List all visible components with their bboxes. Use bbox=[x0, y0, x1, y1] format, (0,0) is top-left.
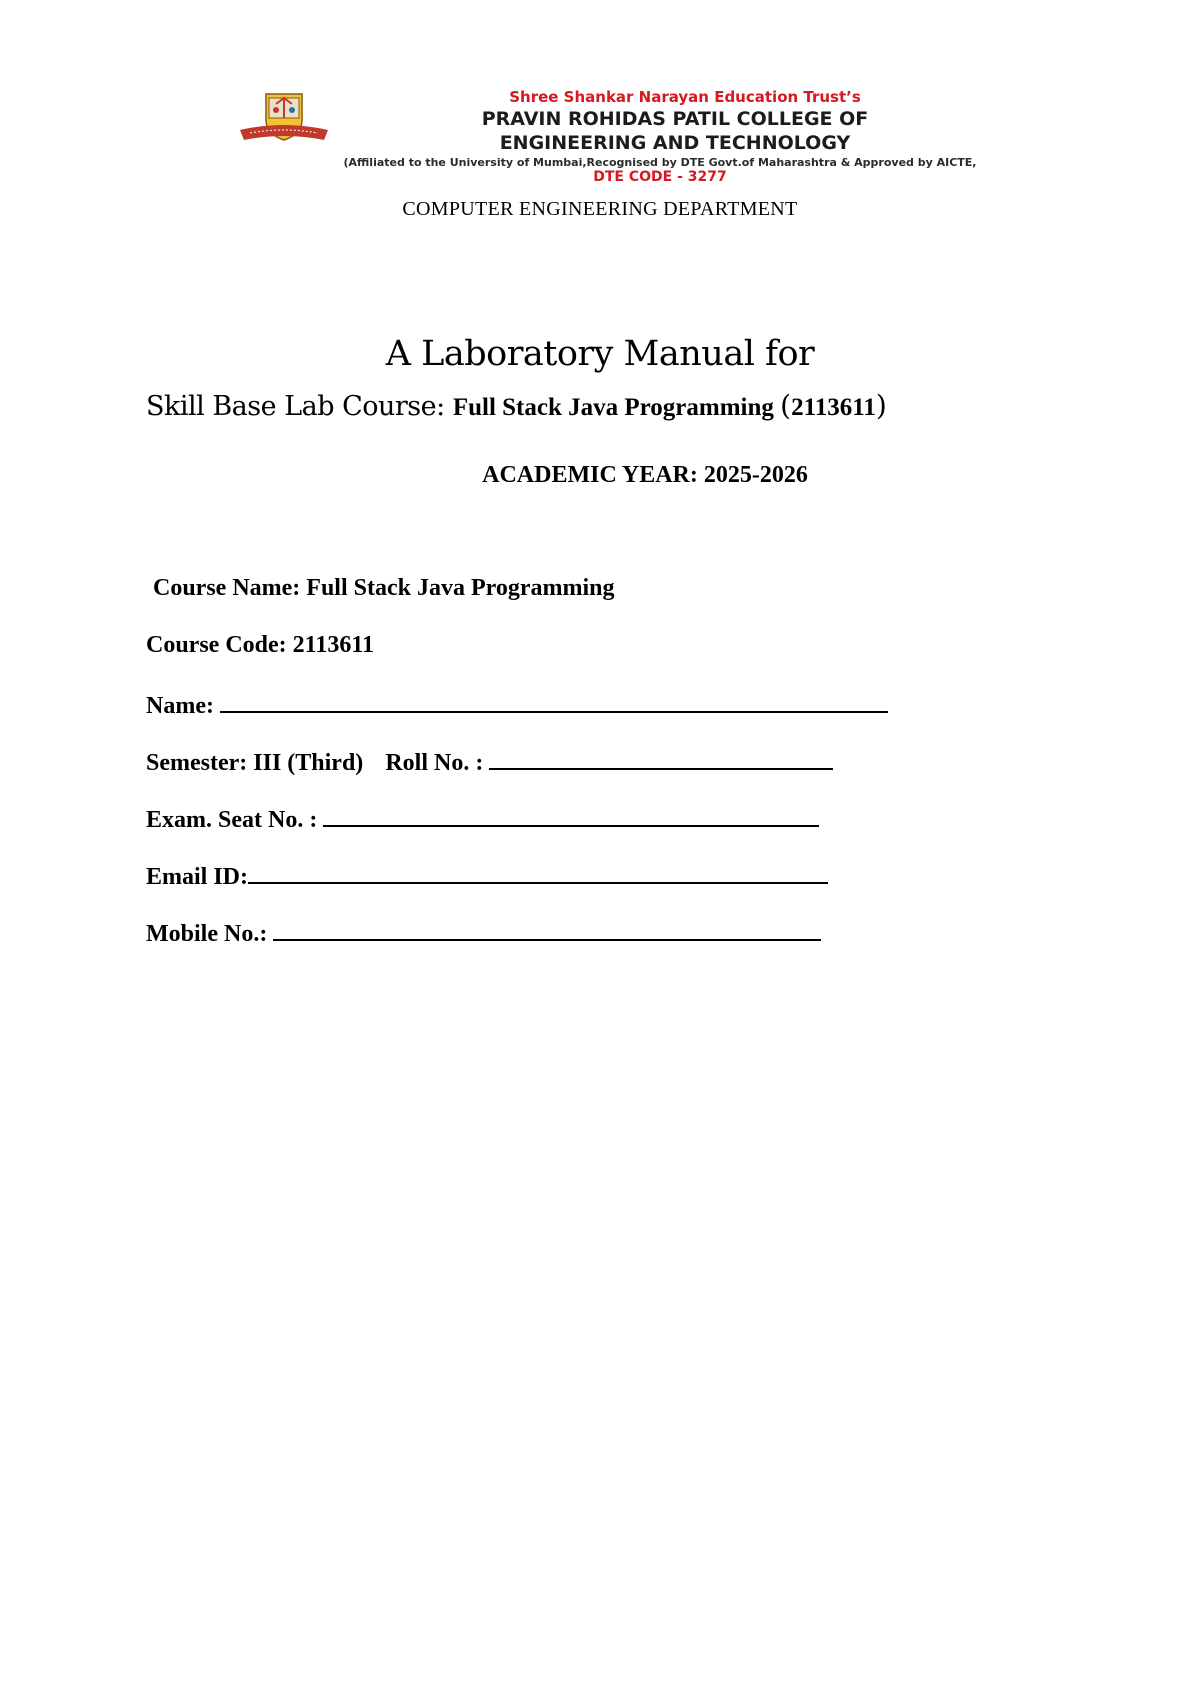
name-label: Name: bbox=[146, 693, 220, 719]
name-field bbox=[146, 689, 888, 720]
skill-course-line bbox=[146, 389, 887, 423]
mobile-label: Mobile No.: bbox=[146, 921, 274, 947]
email-blank[interactable] bbox=[248, 860, 828, 884]
dte-code: DTE CODE - 3277 bbox=[593, 169, 727, 185]
semester-label: Semester: III (Third) bbox=[146, 750, 364, 776]
course-code: Course Code: 2113611 bbox=[146, 632, 374, 658]
academic-year: ACADEMIC YEAR: 2025-2026 bbox=[482, 462, 808, 488]
semester-roll-field bbox=[146, 746, 833, 777]
trust-name: Shree Shankar Narayan Education Trust’s bbox=[509, 88, 861, 106]
open-paren: ( bbox=[780, 389, 792, 422]
affiliation-text: (Affiliated to the University of Mumbai,Recognised by DTE Govt.of Maharashtra & Approved by AICTE, bbox=[343, 156, 977, 169]
mobile-blank[interactable] bbox=[273, 917, 821, 941]
department-name: COMPUTER ENGINEERING DEPARTMENT bbox=[402, 198, 798, 220]
roll-label: Roll No. : bbox=[385, 750, 490, 776]
email-label: Email ID: bbox=[146, 864, 248, 890]
name-blank[interactable] bbox=[220, 689, 888, 713]
manual-title: A Laboratory Manual for bbox=[385, 334, 815, 374]
seat-field bbox=[146, 803, 819, 834]
college-name-line1: PRAVIN ROHIDAS PATIL COLLEGE OF bbox=[481, 108, 869, 130]
college-name-line2: ENGINEERING AND TECHNOLOGY bbox=[499, 132, 851, 154]
skill-course-prefix: Skill Base Lab Course: bbox=[146, 391, 453, 422]
skill-course-name: Full Stack Java Programming bbox=[452, 394, 781, 421]
academic-year-row bbox=[0, 462, 1200, 489]
roll-blank[interactable] bbox=[489, 746, 833, 770]
email-field bbox=[146, 860, 828, 891]
mobile-field bbox=[146, 917, 821, 948]
seat-blank[interactable] bbox=[323, 803, 819, 827]
close-paren: ) bbox=[875, 389, 887, 422]
course-name: Course Name: Full Stack Java Programming bbox=[153, 575, 615, 601]
skill-course-code: 2113611 bbox=[791, 394, 876, 421]
seat-label: Exam. Seat No. : bbox=[146, 807, 324, 833]
